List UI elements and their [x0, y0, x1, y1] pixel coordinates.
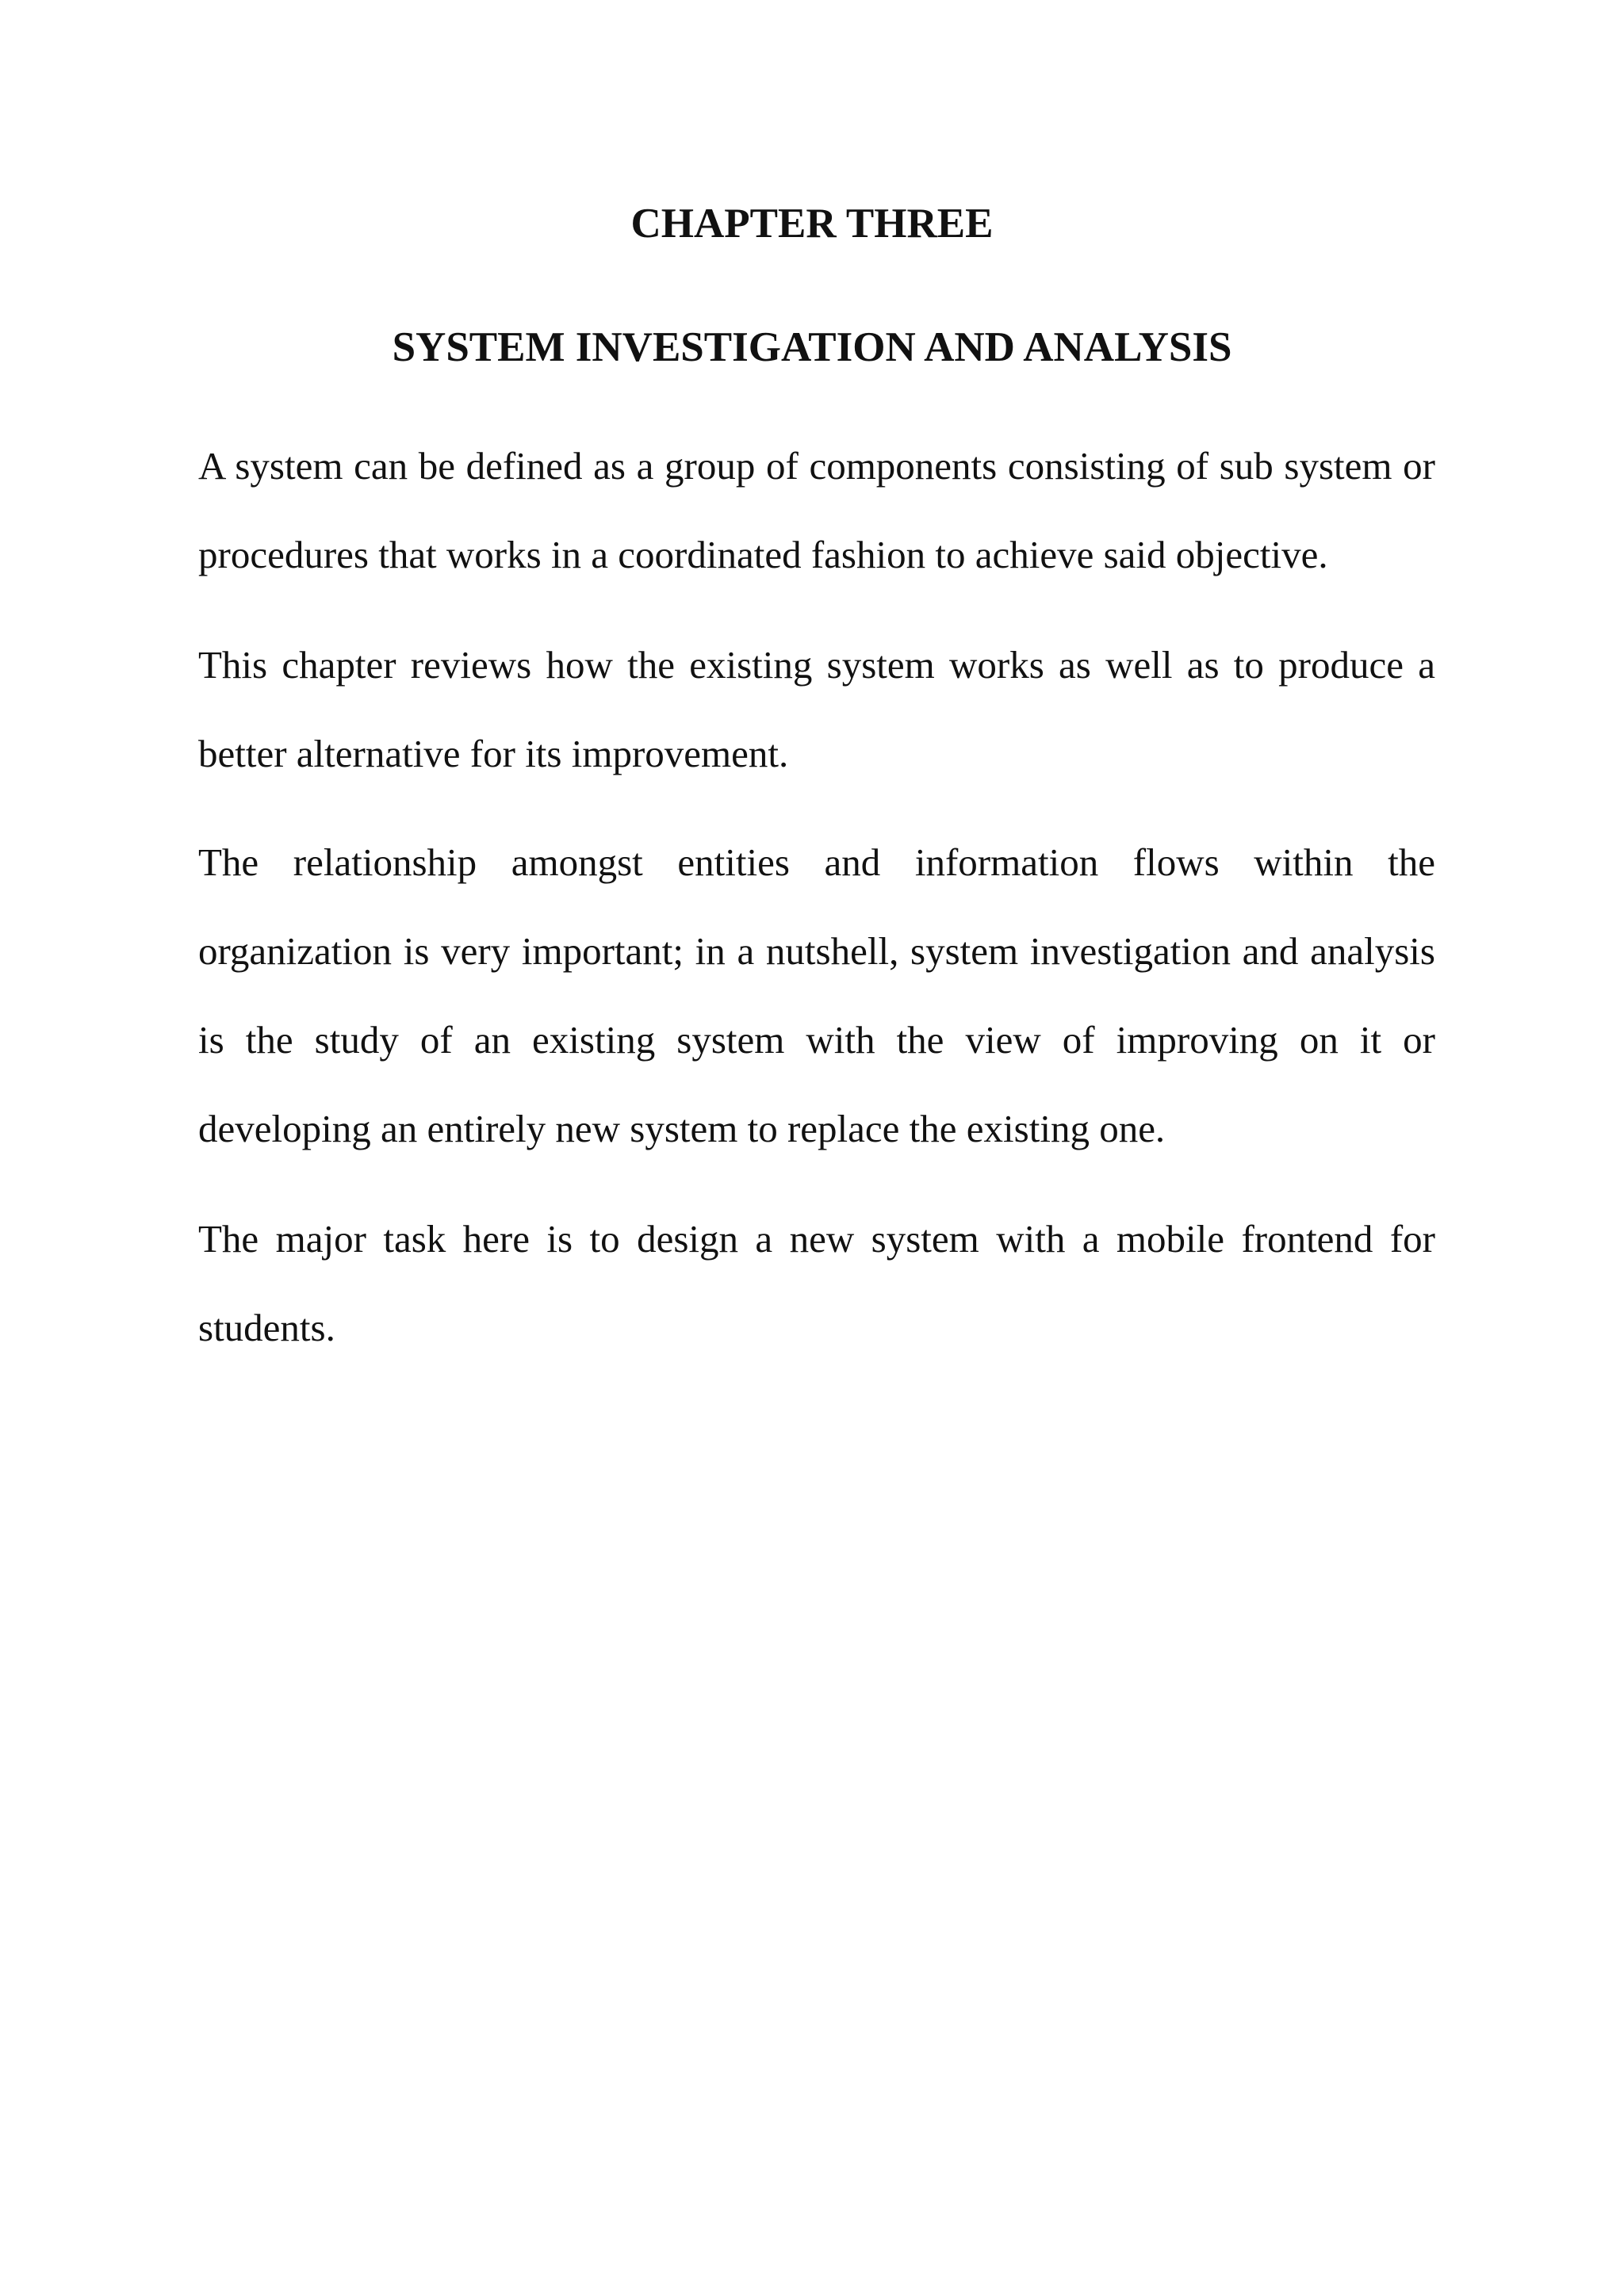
section-heading: SYSTEM INVESTIGATION AND ANALYSIS — [392, 324, 1232, 370]
paragraph-relationship-analysis: The relationship amongst entities and information flows within the organization is very important; in a nutshell, system investigation and analysis is the study of an existing system with the view of improving on it or developing an entirely new system to replace the existing one. — [198, 840, 1435, 1150]
chapter-heading: CHAPTER THREE — [630, 201, 994, 247]
paragraph-chapter-overview: This chapter reviews how the existing system works as well as to produce a better alternative for its improvement. — [198, 643, 1435, 775]
paragraph-major-task: The major task here is to design a new system with a mobile frontend for students. — [198, 1217, 1435, 1349]
paragraph-system-definition: A system can be defined as a group of components consisting of sub system or procedures that works in a coordinated fashion to achieve said objective. — [198, 444, 1435, 576]
